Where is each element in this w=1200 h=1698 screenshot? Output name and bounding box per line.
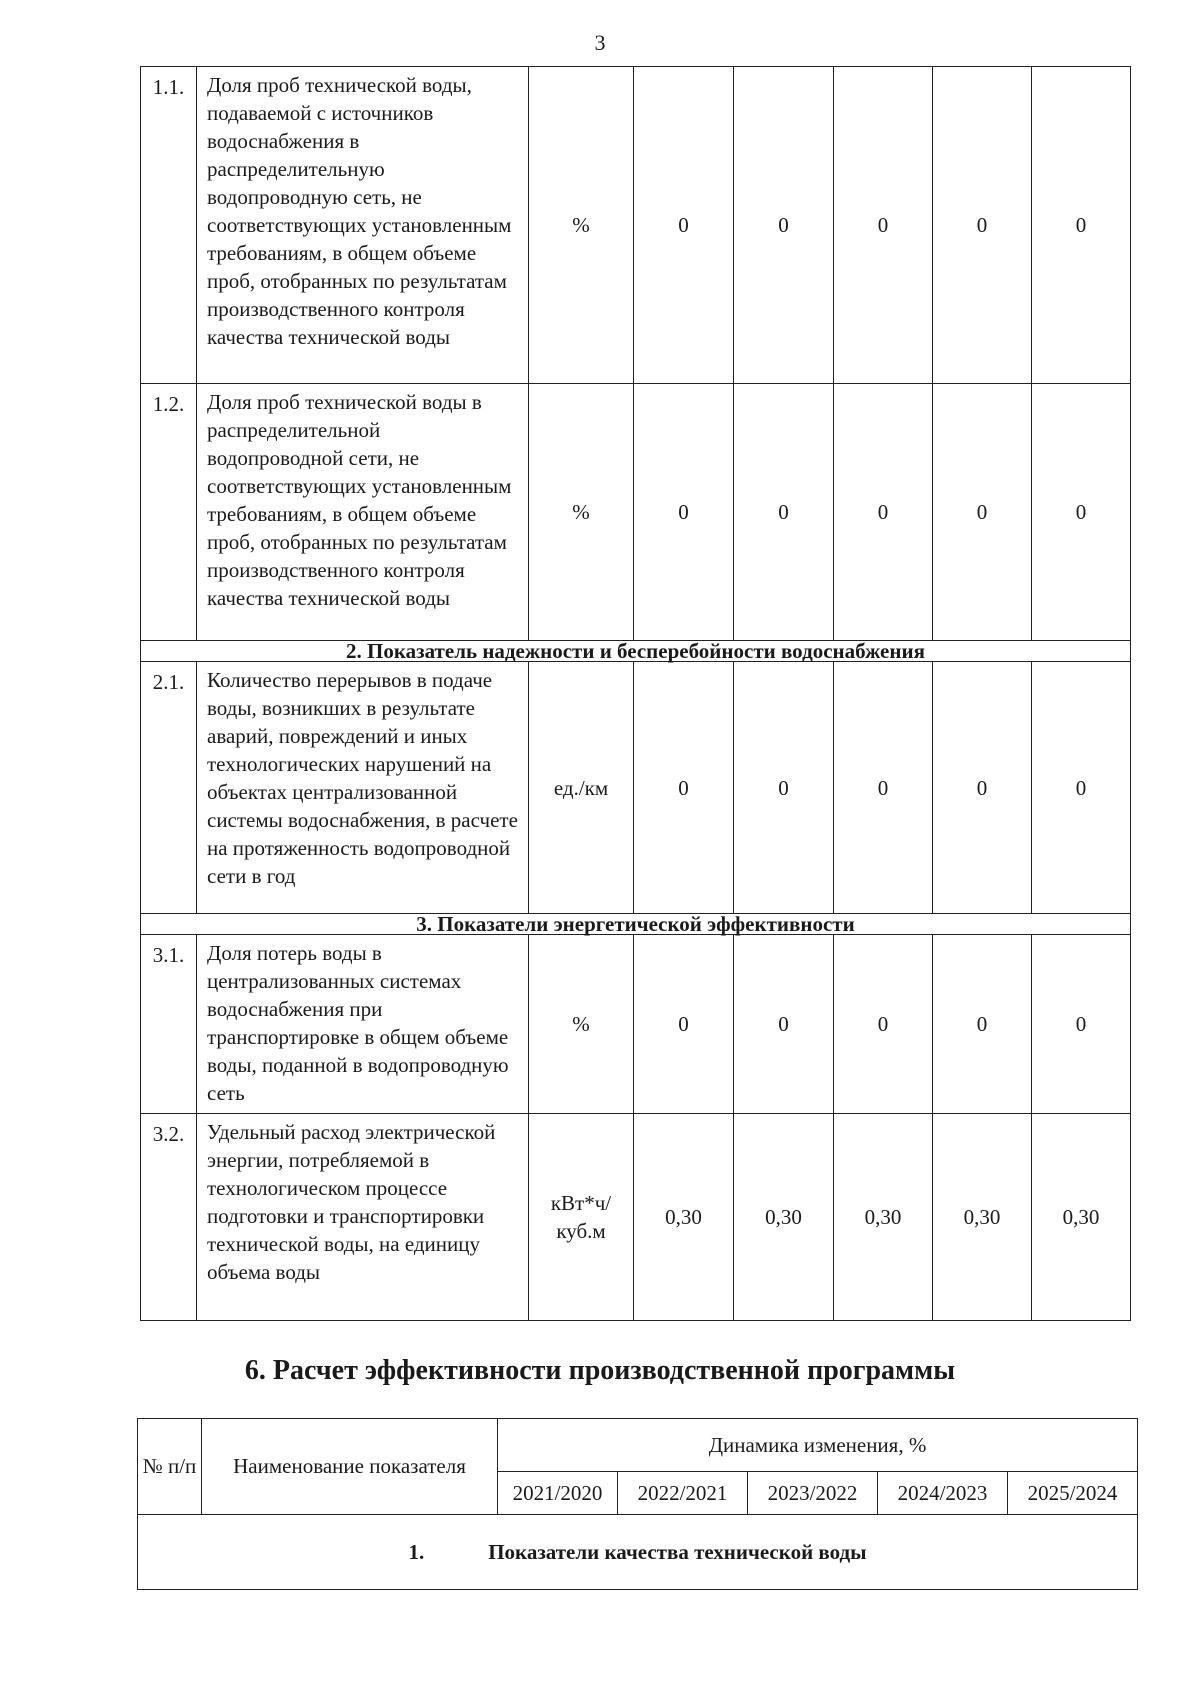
col-header-dynamics: Динамика изменения, % <box>498 1419 1138 1472</box>
section-row <box>141 641 1131 662</box>
year-header: 2021/2020 <box>498 1472 618 1515</box>
indicator-unit: % <box>529 67 634 384</box>
section-cell <box>138 1515 1138 1590</box>
year-header: 2022/2021 <box>618 1472 748 1515</box>
table-row <box>141 67 1131 384</box>
indicator-value: 0 <box>933 935 1032 1114</box>
indicators-table <box>140 66 1131 1321</box>
indicator-value: 0 <box>734 384 834 641</box>
indicator-value: 0 <box>634 67 734 384</box>
row-number: 3.1. <box>141 935 197 1114</box>
header-row <box>138 1419 1138 1472</box>
row-number: 1.2. <box>141 384 197 641</box>
table-row <box>141 662 1131 914</box>
section-number: 1. <box>408 1539 425 1564</box>
year-header: 2025/2024 <box>1008 1472 1138 1515</box>
indicator-value: 0 <box>933 662 1032 914</box>
page-number: 3 <box>594 30 606 55</box>
indicator-value: 0 <box>1032 67 1131 384</box>
indicator-value: 0,30 <box>933 1114 1032 1321</box>
year-header: 2023/2022 <box>748 1472 878 1515</box>
indicator-value: 0 <box>834 935 933 1114</box>
col-header-num: № п/п <box>138 1419 202 1515</box>
indicator-value: 0 <box>834 67 933 384</box>
indicator-value: 0 <box>834 384 933 641</box>
indicator-value: 0 <box>634 662 734 914</box>
indicator-value: 0 <box>933 384 1032 641</box>
section-heading: 6. Расчет эффективности производственной программы <box>244 1355 956 1386</box>
indicator-value: 0 <box>1032 935 1131 1114</box>
efficiency-table <box>137 1418 1138 1590</box>
table-row <box>141 1114 1131 1321</box>
section-title: 3. Показатели энергетической эффективности <box>141 914 1131 935</box>
indicator-name: Количество перерывов в подаче воды, возникших в результате аварий, повреждений и иных технологических нарушений на объектах централизованной системы водоснабжения, в расчете на протяженность водопроводной сети в год <box>197 662 529 914</box>
indicator-value: 0,30 <box>834 1114 933 1321</box>
row-number: 3.2. <box>141 1114 197 1321</box>
indicator-name: Доля проб технической воды в распределительной водопроводной сети, не соответствующих установленным требованиям, в общем объеме проб, отобранных по результатам производственного контроля качества технической воды <box>197 384 529 641</box>
indicator-value: 0,30 <box>734 1114 834 1321</box>
indicator-unit: ед./км <box>529 662 634 914</box>
indicator-value: 0 <box>734 662 834 914</box>
indicator-value: 0 <box>634 935 734 1114</box>
section-title: 2. Показатель надежности и бесперебойности водоснабжения <box>141 641 1131 662</box>
indicator-unit: % <box>529 935 634 1114</box>
indicator-value: 0 <box>1032 662 1131 914</box>
indicator-name: Доля потерь воды в централизованных системах водоснабжения при транспортировке в общем объеме воды, поданной в водопроводную сеть <box>197 935 529 1114</box>
section-row <box>141 914 1131 935</box>
indicator-name: Удельный расход электрической энергии, потребляемой в технологическом процессе подготовки и транспортировки технической воды, на единицу объема воды <box>197 1114 529 1321</box>
indicator-unit: кВт*ч/ куб.м <box>529 1114 634 1321</box>
indicator-value: 0 <box>834 662 933 914</box>
indicator-value: 0 <box>933 67 1032 384</box>
col-header-name: Наименование показателя <box>202 1419 498 1515</box>
indicator-value: 0 <box>734 935 834 1114</box>
table-row <box>141 384 1131 641</box>
row-number: 2.1. <box>141 662 197 914</box>
section-title: Показатели качества технической воды <box>488 1539 867 1564</box>
indicator-value: 0 <box>1032 384 1131 641</box>
year-header: 2024/2023 <box>878 1472 1008 1515</box>
indicator-value: 0,30 <box>1032 1114 1131 1321</box>
table-row <box>141 935 1131 1114</box>
indicator-value: 0 <box>634 384 734 641</box>
row-number: 1.1. <box>141 67 197 384</box>
section-row <box>138 1515 1138 1590</box>
indicator-value: 0 <box>734 67 834 384</box>
indicator-value: 0,30 <box>634 1114 734 1321</box>
indicator-name: Доля проб технической воды, подаваемой с источников водоснабжения в распределительную водопроводную сеть, не соответствующих установленным требованиям, в общем объеме проб, отобранных по результатам производственного контроля качества технической воды <box>197 67 529 384</box>
indicator-unit: % <box>529 384 634 641</box>
